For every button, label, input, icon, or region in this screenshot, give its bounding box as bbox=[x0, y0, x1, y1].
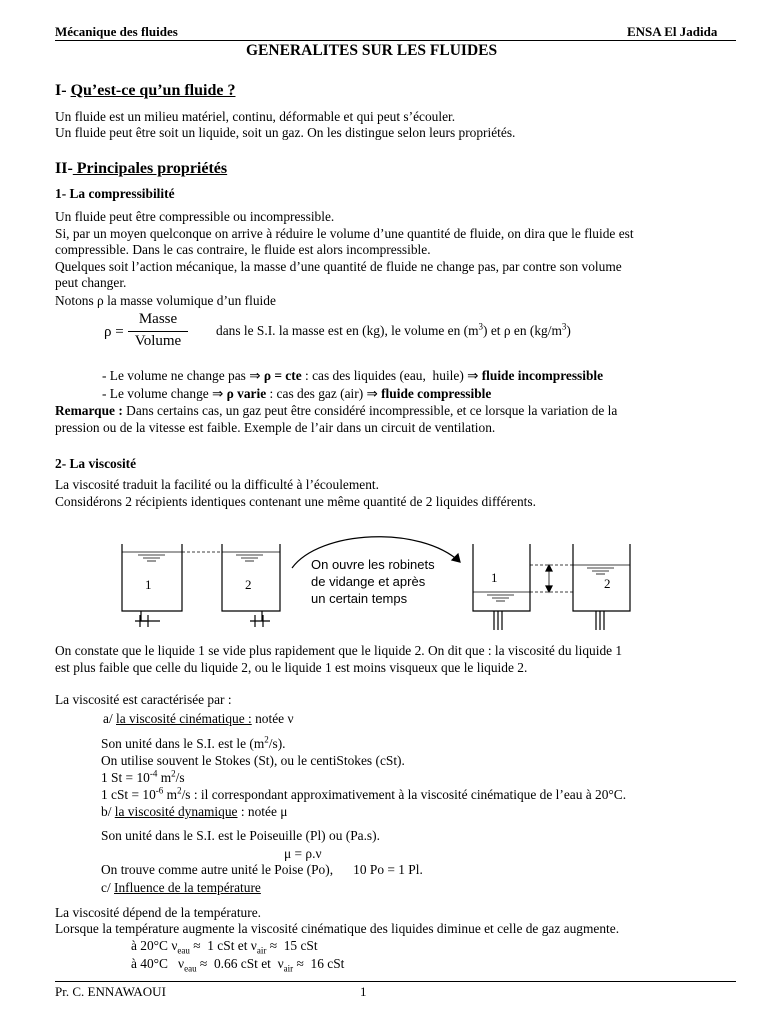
footer-rule bbox=[55, 981, 736, 982]
section-2-number: II- bbox=[55, 160, 73, 177]
item-b-line: Son unité dans le S.I. est le Poiseuille (Pl) ou (Pa.s). bbox=[101, 828, 380, 843]
item-a-heading: a/ la viscosité cinématique : notée ν bbox=[103, 711, 294, 726]
paragraph: La viscosité traduit la facilité ou la difficulté à l’écoulement. bbox=[55, 477, 379, 492]
paragraph: Notons ρ la masse volumique d’un fluide bbox=[55, 293, 276, 308]
item-b-line: On trouve comme autre unité le Poise (Po), 10 Po = 1 Pl. bbox=[101, 862, 423, 877]
figure-label-tank2: 2 bbox=[245, 577, 252, 592]
bullet-compressible: - Le volume change ⇒ ρ varie : cas des gaz (air) ⇒ fluide compressible bbox=[102, 386, 492, 401]
figure-caption-line: de vidange et après bbox=[311, 574, 426, 589]
paragraph: Considérons 2 récipients identiques contenant une même quantité de 2 liquides différents. bbox=[55, 494, 536, 509]
paragraph: Un fluide est un milieu matériel, continu, déformable et qui peut s’écouler. bbox=[55, 109, 456, 124]
item-b-heading: b/ la viscosité dynamique : notée μ bbox=[101, 804, 288, 819]
header-left: Mécanique des fluides bbox=[55, 24, 178, 39]
footer-author: Pr. C. ENNAWAOUI bbox=[55, 984, 166, 999]
remark: Remarque : Dans certains cas, un gaz peut être considéré incompressible, et ce lorsque la variation de la bbox=[55, 403, 618, 418]
paragraph: Quelques soit l’action mécanique, la masse d’une quantité de fluide ne change pas, par contre son volume bbox=[55, 259, 622, 274]
item-c-heading: c/ Influence de la température bbox=[101, 880, 261, 895]
fraction-numerator: Masse bbox=[138, 311, 178, 327]
figure-caption-line: un certain temps bbox=[311, 591, 408, 606]
subsection-viscosity: 2- La viscosité bbox=[55, 456, 137, 471]
figure-label-tank3: 1 bbox=[491, 570, 498, 585]
temperature-line-20c: à 20°C $\nu_{eau} \approx 1$ cSt et $\nu_{air} \approx 15$ cSt bbox=[131, 938, 318, 956]
page-number: 1 bbox=[360, 984, 367, 999]
paragraph: La viscosité dépend de la température. bbox=[55, 905, 261, 920]
paragraph: Si, par un moyen quelconque on arrive à réduire le volume d’une quantité de fluide, on dira que le fluide est bbox=[55, 226, 634, 241]
paragraph: peut changer. bbox=[55, 275, 127, 290]
page-title: GENERALITES SUR LES FLUIDES bbox=[246, 42, 498, 59]
paragraph: On constate que le liquide 1 se vide plus rapidement que le liquide 2. On dit que : la viscosité du liquide 1 bbox=[55, 643, 623, 658]
section-1-title: Qu’est-ce qu’un fluide ? bbox=[70, 82, 236, 99]
fraction-denominator: Volume bbox=[134, 333, 182, 349]
figure-label-tank1: 1 bbox=[145, 577, 152, 592]
paragraph: La viscosité est caractérisée par : bbox=[55, 692, 232, 707]
subsection-compressibility: 1- La compressibilité bbox=[55, 186, 175, 201]
section-2-title: Principales propriétés bbox=[72, 160, 228, 177]
mu-formula: μ = ρ.ν bbox=[284, 846, 322, 861]
figure-caption-line: On ouvre les robinets bbox=[311, 557, 435, 572]
paragraph: Un fluide peut être soit un liquide, soit un gaz. On les distingue selon leurs propriétés. bbox=[55, 125, 516, 140]
rho-symbol: ρ = bbox=[104, 324, 124, 340]
item-a-line: Son unité dans le S.I. est le $(m^2/s)$. bbox=[101, 734, 286, 751]
item-a-line: 1 $St = 10^{-4}$ $m^2/s$ bbox=[101, 768, 185, 785]
temperature-line-40c: à 40°C $\nu_{eau} \approx 0.66$ cSt et $\nu_{air} \approx 16$ cSt bbox=[131, 956, 345, 974]
si-units-text: dans le S.I. la masse est en (kg), le volume en $(m^3)$ et ρ en $(kg/m^3)$ bbox=[216, 321, 571, 338]
paragraph: est plus faible que celle du liquide 2, ou le liquide 1 est moins visqueux que le liquide 2. bbox=[55, 660, 528, 675]
paragraph: pression ou de la vitesse est faible. Exemple de l’air dans un circuit de ventilation. bbox=[55, 420, 496, 435]
header-right: ENSA El Jadida bbox=[627, 24, 718, 39]
bullet-incompressible: - Le volume ne change pas ⇒ ρ = cte : cas des liquides (eau, huile) ⇒ fluide incompressible bbox=[102, 368, 604, 383]
paragraph: Un fluide peut être compressible ou incompressible. bbox=[55, 209, 335, 224]
item-a-line: On utilise souvent le Stokes (St), ou le centiStokes (cSt). bbox=[101, 753, 405, 768]
item-a-line: 1 cSt = $10^{-6}$ $m^2/s$ : il correspondant approximativement à la viscosité cinématique de l’eau à 20°C. bbox=[101, 785, 627, 802]
paragraph: Lorsque la température augmente la viscosité cinématique des liquides diminue et celle de gaz augmente. bbox=[55, 921, 620, 936]
figure-label-tank4: 2 bbox=[604, 576, 611, 591]
paragraph: compressible. Dans le cas contraire, le fluide est alors incompressible. bbox=[55, 242, 431, 257]
section-1-number: I- bbox=[55, 82, 67, 99]
